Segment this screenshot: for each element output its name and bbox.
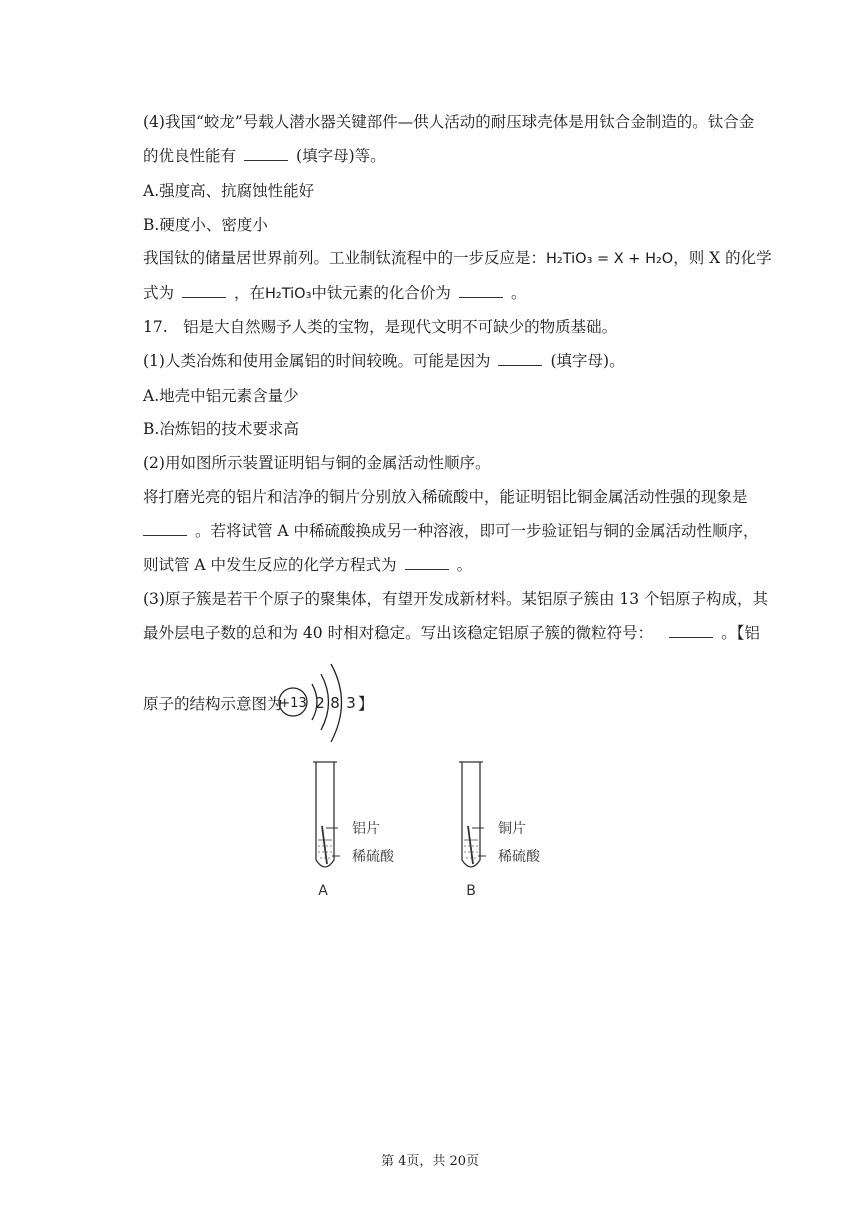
q4-line-6a: 式为 bbox=[143, 284, 175, 302]
compound-formula: H₂TiO₃ bbox=[265, 286, 312, 302]
q17-title: 17. 铝是大自然赐予人类的宝物，是现代文明不可缺少的物质基础。 bbox=[143, 318, 618, 336]
tube-b-metal-label: 铜片 bbox=[498, 821, 526, 837]
q17-p2-line-4b: 。 bbox=[456, 556, 473, 574]
q17-p3-line-2b: 。【铝 bbox=[721, 624, 760, 642]
test-tube-b bbox=[459, 762, 541, 899]
q4-line-2 bbox=[143, 146, 386, 166]
q17-p2: (2)用如图所示装置证明铝与铜的金属活动性顺序。 bbox=[143, 454, 491, 472]
q17-p3-line-2a: 最外层电子数的总和为 40 时相对稳定。写出该稳定铝原子簇的微粒符号： bbox=[143, 624, 654, 642]
q17-p2-line-4a: 则试管 A 中发生反应的化学方程式为 bbox=[143, 556, 397, 574]
answer-blank bbox=[405, 555, 449, 570]
q4-line-5a: 我国钛的储量居世界前列。工业制钛流程中的一步反应是： bbox=[143, 249, 547, 267]
reaction-formula: H₂TiO₃ = X + H₂O bbox=[546, 251, 674, 267]
q17-p3-line-2 bbox=[143, 623, 760, 643]
q17-p3-line-1: (3)原子簇是若干个原子的聚集体，有望开发成新材料。某铝原子簇由 13 个铝原子构成，其 bbox=[143, 590, 769, 608]
test-tube-a bbox=[313, 762, 395, 899]
shell-1-electrons: 2 bbox=[315, 694, 325, 712]
shell-3-electrons: 3 bbox=[346, 694, 356, 712]
page-footer: 第 4页，共 20页 bbox=[380, 1154, 480, 1169]
q17-p3-line-3a: 原子的结构示意图为 bbox=[143, 695, 283, 713]
answer-blank bbox=[143, 521, 187, 536]
shell-2-electrons: 8 bbox=[330, 694, 340, 712]
answer-blank bbox=[669, 623, 713, 638]
tube-a-metal-label: 铝片 bbox=[352, 821, 380, 837]
q4-line-5b: ，则 X 的化学 bbox=[673, 249, 772, 267]
q4-line-5 bbox=[143, 248, 772, 269]
answer-blank bbox=[459, 283, 503, 298]
answer-blank bbox=[182, 283, 226, 298]
q4-line-1: (4)我国“蛟龙”号载人潜水器关键部件—供人活动的耐压球壳体是用钛合金制造的。钛合金 bbox=[143, 113, 755, 131]
q4-line-6d: 。 bbox=[510, 284, 527, 302]
q4-line-6 bbox=[143, 283, 526, 304]
q17-p1-option-a: A.地壳中铝元素含量少 bbox=[143, 387, 299, 405]
tube-a-acid-label: 稀硫酸 bbox=[352, 849, 394, 865]
q17-p2-line-3-text: 。若将试管 A 中稀硫酸换成另一种溶液，即可一步验证铝与铜的金属活动性顺序， bbox=[195, 522, 759, 540]
test-tube-apparatus bbox=[296, 752, 556, 902]
q4-option-a: A.强度高、抗腐蚀性能好 bbox=[143, 182, 315, 200]
q4-option-b: B.硬度小、密度小 bbox=[143, 216, 268, 234]
q17-p1-option-b: B.冶炼铝的技术要求高 bbox=[143, 420, 299, 438]
q4-line-6c: 中钛元素的化合价为 bbox=[311, 284, 451, 302]
q4-line-2a: 的优良性能有 bbox=[143, 147, 237, 165]
answer-blank bbox=[244, 146, 288, 161]
tube-b-label: B bbox=[466, 883, 476, 899]
q4-line-2b: (填字母)等。 bbox=[296, 147, 386, 165]
q17-p1a: (1)人类冶炼和使用金属铝的时间较晚。可能是因为 bbox=[143, 352, 491, 370]
answer-blank bbox=[498, 351, 542, 366]
q17-p2-line-3 bbox=[143, 521, 759, 541]
q17-p2-line-4 bbox=[143, 555, 472, 575]
q17-p2-line-2: 将打磨光亮的铝片和洁净的铜片分别放入稀硫酸中，能证明铝比铜金属活动性强的现象是 bbox=[143, 488, 748, 506]
tube-b-acid-label: 稀硫酸 bbox=[498, 849, 540, 865]
nucleus-charge: +13 bbox=[279, 696, 307, 711]
q17-p3-line-3b: 】 bbox=[358, 695, 374, 713]
q17-p1b: (填字母)。 bbox=[550, 352, 625, 370]
q4-line-6b: ，在 bbox=[234, 284, 266, 302]
tube-a-label: A bbox=[318, 883, 328, 899]
q17-p1 bbox=[143, 351, 625, 371]
aluminium-atom-diagram bbox=[276, 660, 366, 750]
